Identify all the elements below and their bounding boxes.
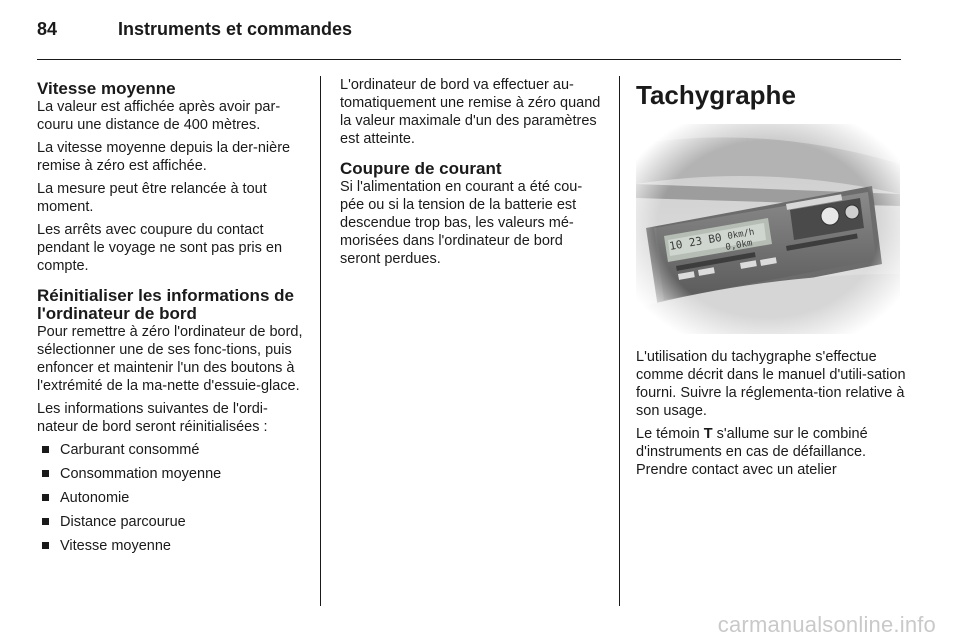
paragraph: Les arrêts avec coupure du contact pendant le voyage ne sont pas pris en compte. xyxy=(37,222,283,274)
section-heading-tachygraphe: Tachygraphe xyxy=(636,80,796,110)
list-item-label: Autonomie xyxy=(60,490,130,506)
section-heading-reinitialiser: Réinitialiser les informations de l'ordinateur de bord xyxy=(37,286,294,323)
tachograph-photo xyxy=(636,124,900,334)
bullet-square-icon xyxy=(42,446,49,453)
watermark: carmanualsonline.info xyxy=(717,612,936,637)
bullet-square-icon xyxy=(42,494,49,501)
section-heading-vitesse-moyenne: Vitesse moyenne xyxy=(37,79,176,98)
paragraph: Si l'alimentation en courant a été cou-pée ou si la tension de la batterie est descendue trop bas, les valeurs mé-morisées dans l'ordinateur de bord seront perdues. xyxy=(340,179,583,267)
list-item-label: Consommation moyenne xyxy=(60,466,222,482)
chapter-title: Instruments et commandes xyxy=(118,19,353,39)
list-item xyxy=(37,513,307,531)
header-divider xyxy=(37,59,901,60)
paragraph: La valeur est affichée après avoir par-couru une distance de 400 mètres. xyxy=(37,99,281,133)
list-item-label: Vitesse moyenne xyxy=(60,538,171,554)
list-item-label: Distance parcourue xyxy=(60,514,186,530)
bullet-square-icon xyxy=(42,518,49,525)
page-number: 84 xyxy=(37,19,58,39)
column-right xyxy=(636,80,906,484)
list-item-label: Carburant consommé xyxy=(60,442,200,458)
text-fragment: s'allume sur le combiné d'instruments en cas de défaillance. Prendre contact avec un atelier xyxy=(636,426,868,478)
section-heading-coupure-de-courant: Coupure de courant xyxy=(340,159,502,178)
reset-items-list xyxy=(37,441,307,555)
list-item xyxy=(37,441,307,459)
paragraph: Les informations suivantes de l'ordi-nateur de bord seront réinitialisées : xyxy=(37,401,268,435)
paragraph: La mesure peut être relancée à tout moment. xyxy=(37,181,267,215)
paragraph: L'utilisation du tachygraphe s'effectue comme décrit dans le manuel d'utili-sation fourni. Suivre la réglementa-tion relative à son usage. xyxy=(636,349,906,419)
bullet-square-icon xyxy=(42,470,49,477)
paragraph-warning xyxy=(636,425,906,479)
tachograph-warning-icon: T xyxy=(703,426,713,442)
bullet-square-icon xyxy=(42,542,49,549)
column-divider-1 xyxy=(320,76,321,606)
list-item xyxy=(37,537,307,555)
text-fragment: Le témoin xyxy=(636,426,704,442)
list-item xyxy=(37,465,307,483)
paragraph: Pour remettre à zéro l'ordinateur de bord, sélectionner une de ses fonc-tions, puis enfoncer et maintenir l'un des boutons à l'extrémité de la ma-nette d'essuie-glace. xyxy=(37,324,303,394)
column-middle xyxy=(340,76,606,273)
page-header xyxy=(37,19,352,40)
column-divider-2 xyxy=(619,76,620,606)
column-left xyxy=(37,80,307,561)
paragraph: La vitesse moyenne depuis la der-nière remise à zéro est affichée. xyxy=(37,140,291,174)
paragraph: L'ordinateur de bord va effectuer au-tomatiquement une remise à zéro quand la valeur maximale d'un des paramètres est atteinte. xyxy=(340,77,601,147)
list-item xyxy=(37,489,307,507)
